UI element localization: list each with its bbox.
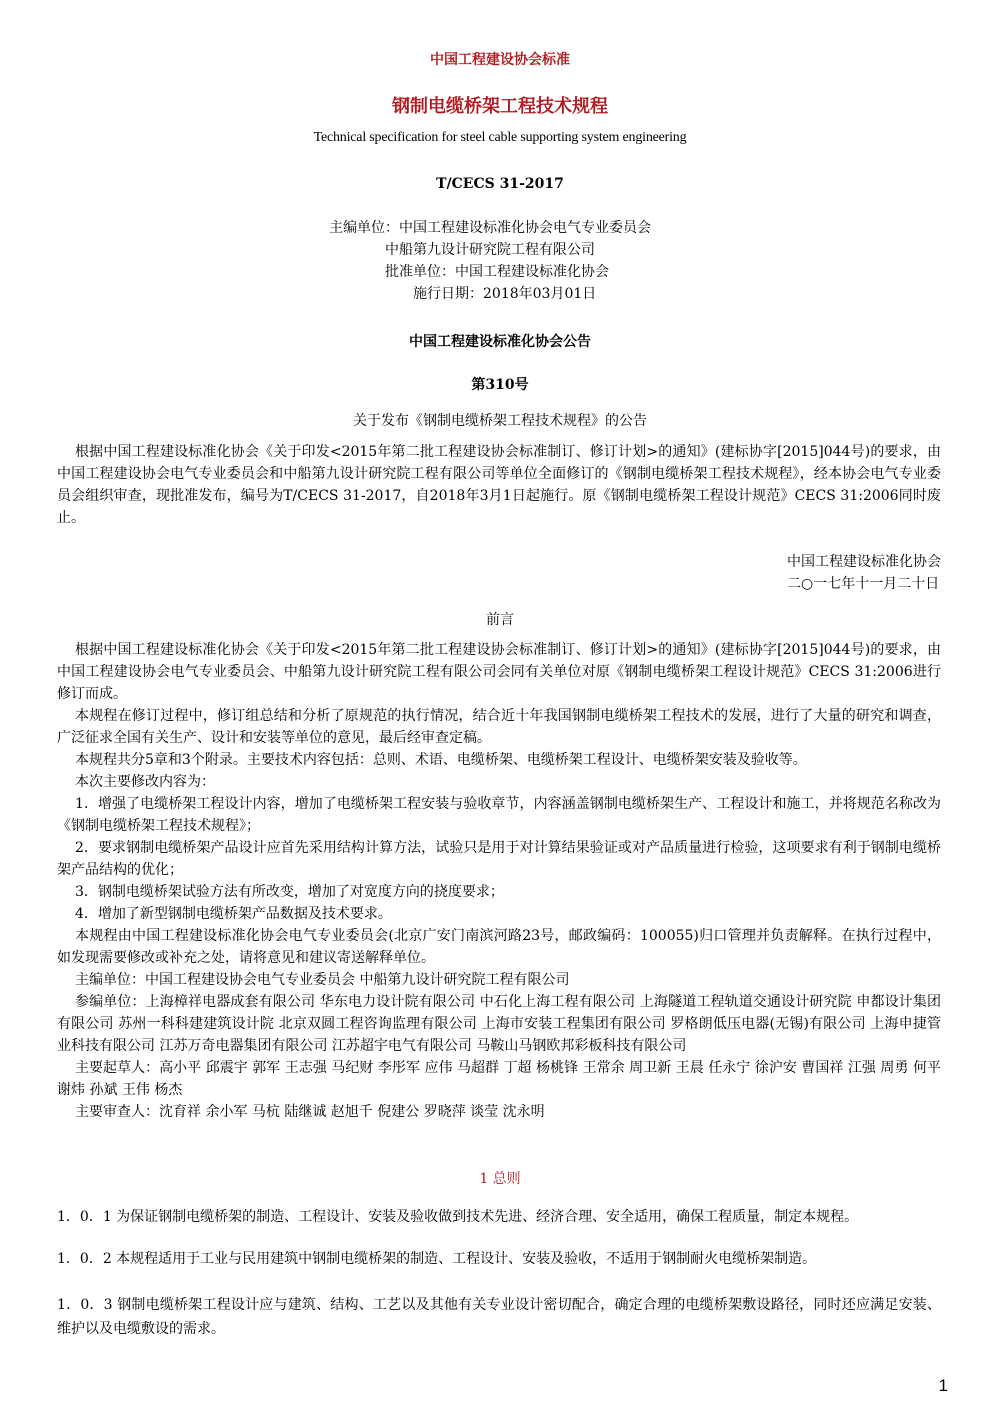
approval-unit: 批准单位：中国工程建设标准化协会 bbox=[385, 264, 609, 280]
foreword-paragraph: 本规程共分5章和3个附录。主要技术内容包括：总则、术语、电缆桥架、电缆桥架工程设计、电缆桥架安装及验收等。 bbox=[75, 752, 807, 768]
foreword-paragraph: 本规程由中国工程建设标准化协会电气专业委员会(北京广安门南滨河路23号，邮政编码：100055)归口管理并负责解释。在执行过程中，如发现需要修改或补充之处，请将意见和建议寄送解释单位。 bbox=[57, 928, 941, 966]
signature-date: 二○一七年十一月二十日 bbox=[787, 576, 940, 592]
foreword-paragraph: 参编单位：上海樟祥电器成套有限公司 华东电力设计院有限公司 中石化上海工程有限公司 上海隧道工程轨道交通设计研究院 申都设计集团有限公司 苏州一科科建建筑设计院 北京双圆工程咨询监理有限公司 上海市安装工程集团有限公司 罗格朗低压电器(无锡)有限公司 上海申捷管业科技有限公司 江苏万奇电器集团有限公司 江苏超宇电气有限公司 马鞍山马钢欧邦彩板科技有限公司 bbox=[57, 994, 941, 1054]
foreword-paragraph: 本规程在修订过程中，修订组总结和分析了原规范的执行情况，结合近十年我国钢制电缆桥架工程技术的发展，进行了大量的研究和调查，广泛征求全国有关生产、设计和安装等单位的意见，最后经审查定稿。 bbox=[57, 708, 941, 746]
chapter-heading: 1 总则 bbox=[479, 1171, 521, 1187]
foreword-paragraph: 3．钢制电缆桥架试验方法有所改变，增加了对宽度方向的挠度要求； bbox=[75, 884, 504, 900]
foreword-body bbox=[57, 639, 941, 1123]
page-number: 1 bbox=[938, 1376, 948, 1395]
clause-1-0-2: 1．0．2 本规程适用于工业与民用建筑中钢制电缆桥架的制造、工程设计、安装及验收，不适用于钢制耐火电缆桥架制造。 bbox=[57, 1251, 817, 1267]
standard-code: T/CECS 31-2017 bbox=[436, 176, 564, 192]
notice-signature bbox=[787, 551, 941, 595]
clause-1-0-3: 1．0．3 钢制电缆桥架工程设计应与建筑、结构、工艺以及其他有关专业设计密切配合，确定合理的电缆桥架敷设路径，同时还应满足安装、维护以及电缆敷设的需求。 bbox=[57, 1297, 941, 1337]
notice-number: 第310号 bbox=[471, 377, 529, 393]
notice-body bbox=[57, 441, 941, 529]
notice-paragraph: 根据中国工程建设标准化协会《关于印发<2015年第二批工程建设协会标准制订、修订计划>的通知》(建标协字[2015]044号)的要求，由中国工程建设协会电气专业委员会和中船第九设计研究院工程有限公司等单位全面修订的《钢制电缆桥架工程技术规程》，经本协会电气专业委员会组织审查，现批准发布，编号为T/CECS 31-2017，自2018年3月1日起施行。原《钢制电缆桥架工程设计规范》CECS 31:2006同时废止。 bbox=[57, 444, 941, 526]
standard-label: 中国工程建设协会标准 bbox=[430, 52, 570, 68]
foreword-paragraph: 主编单位：中国工程建设协会电气专业委员会 中船第九设计研究院工程有限公司 bbox=[75, 972, 570, 988]
foreword-paragraph: 根据中国工程建设标准化协会《关于印发<2015年第二批工程建设协会标准制订、修订计划>的通知》(建标协字[2015]044号)的要求，由中国工程建设协会电气专业委员会、中船第九设计研究院工程有限公司会同有关单位对原《钢制电缆桥架工程设计规范》CECS 31:2006进行修订而成。 bbox=[57, 642, 941, 702]
chief-editor-1: 主编单位：中国工程建设标准化协会电气专业委员会 bbox=[329, 220, 651, 236]
foreword-paragraph: 本次主要修改内容为： bbox=[75, 774, 215, 790]
foreword-paragraph: 4．增加了新型钢制电缆桥架产品数据及技术要求。 bbox=[75, 906, 392, 922]
notice-subject: 关于发布《钢制电缆桥架工程技术规程》的公告 bbox=[353, 413, 647, 429]
foreword-heading: 前言 bbox=[486, 612, 514, 628]
document-title: 钢制电缆桥架工程技术规程 bbox=[392, 96, 608, 117]
english-title: Technical specification for steel cable supporting system engineering bbox=[313, 130, 687, 145]
notice-heading: 中国工程建设标准化协会公告 bbox=[409, 334, 591, 350]
signature-org: 中国工程建设标准化协会 bbox=[787, 554, 941, 570]
foreword-paragraph: 主要起草人：高小平 邱震宇 郭军 王志强 马纪财 李彤军 应伟 马超群 丁超 杨桃锋 王常余 周卫新 王晨 任永宁 徐沪安 曹国祥 江强 周勇 何平 谢炜 孙斌 王伟 杨杰 bbox=[57, 1060, 941, 1098]
clause-1-0-1: 1．0．1 为保证钢制电缆桥架的制造、工程设计、安装及验收做到技术先进、经济合理、安全适用，确保工程质量，制定本规程。 bbox=[57, 1209, 859, 1225]
chief-editor-2: 中船第九设计研究院工程有限公司 bbox=[385, 242, 595, 258]
foreword-paragraph: 2．要求钢制电缆桥架产品设计应首先采用结构计算方法，试验只是用于对计算结果验证或对产品质量进行检验，这项要求有利于钢制电缆桥架产品结构的优化； bbox=[57, 840, 941, 878]
effective-date: 施行日期：2018年03月01日 bbox=[413, 286, 597, 302]
foreword-paragraph: 1．增强了电缆桥架工程设计内容，增加了电缆桥架工程安装与验收章节，内容涵盖钢制电缆桥架生产、工程设计和施工，并将规范名称改为《钢制电缆桥架工程技术规程》； bbox=[57, 796, 941, 834]
foreword-paragraph: 主要审查人：沈育祥 余小军 马杭 陆继诚 赵旭千 倪建公 罗晓萍 谈莹 沈永明 bbox=[75, 1104, 545, 1120]
